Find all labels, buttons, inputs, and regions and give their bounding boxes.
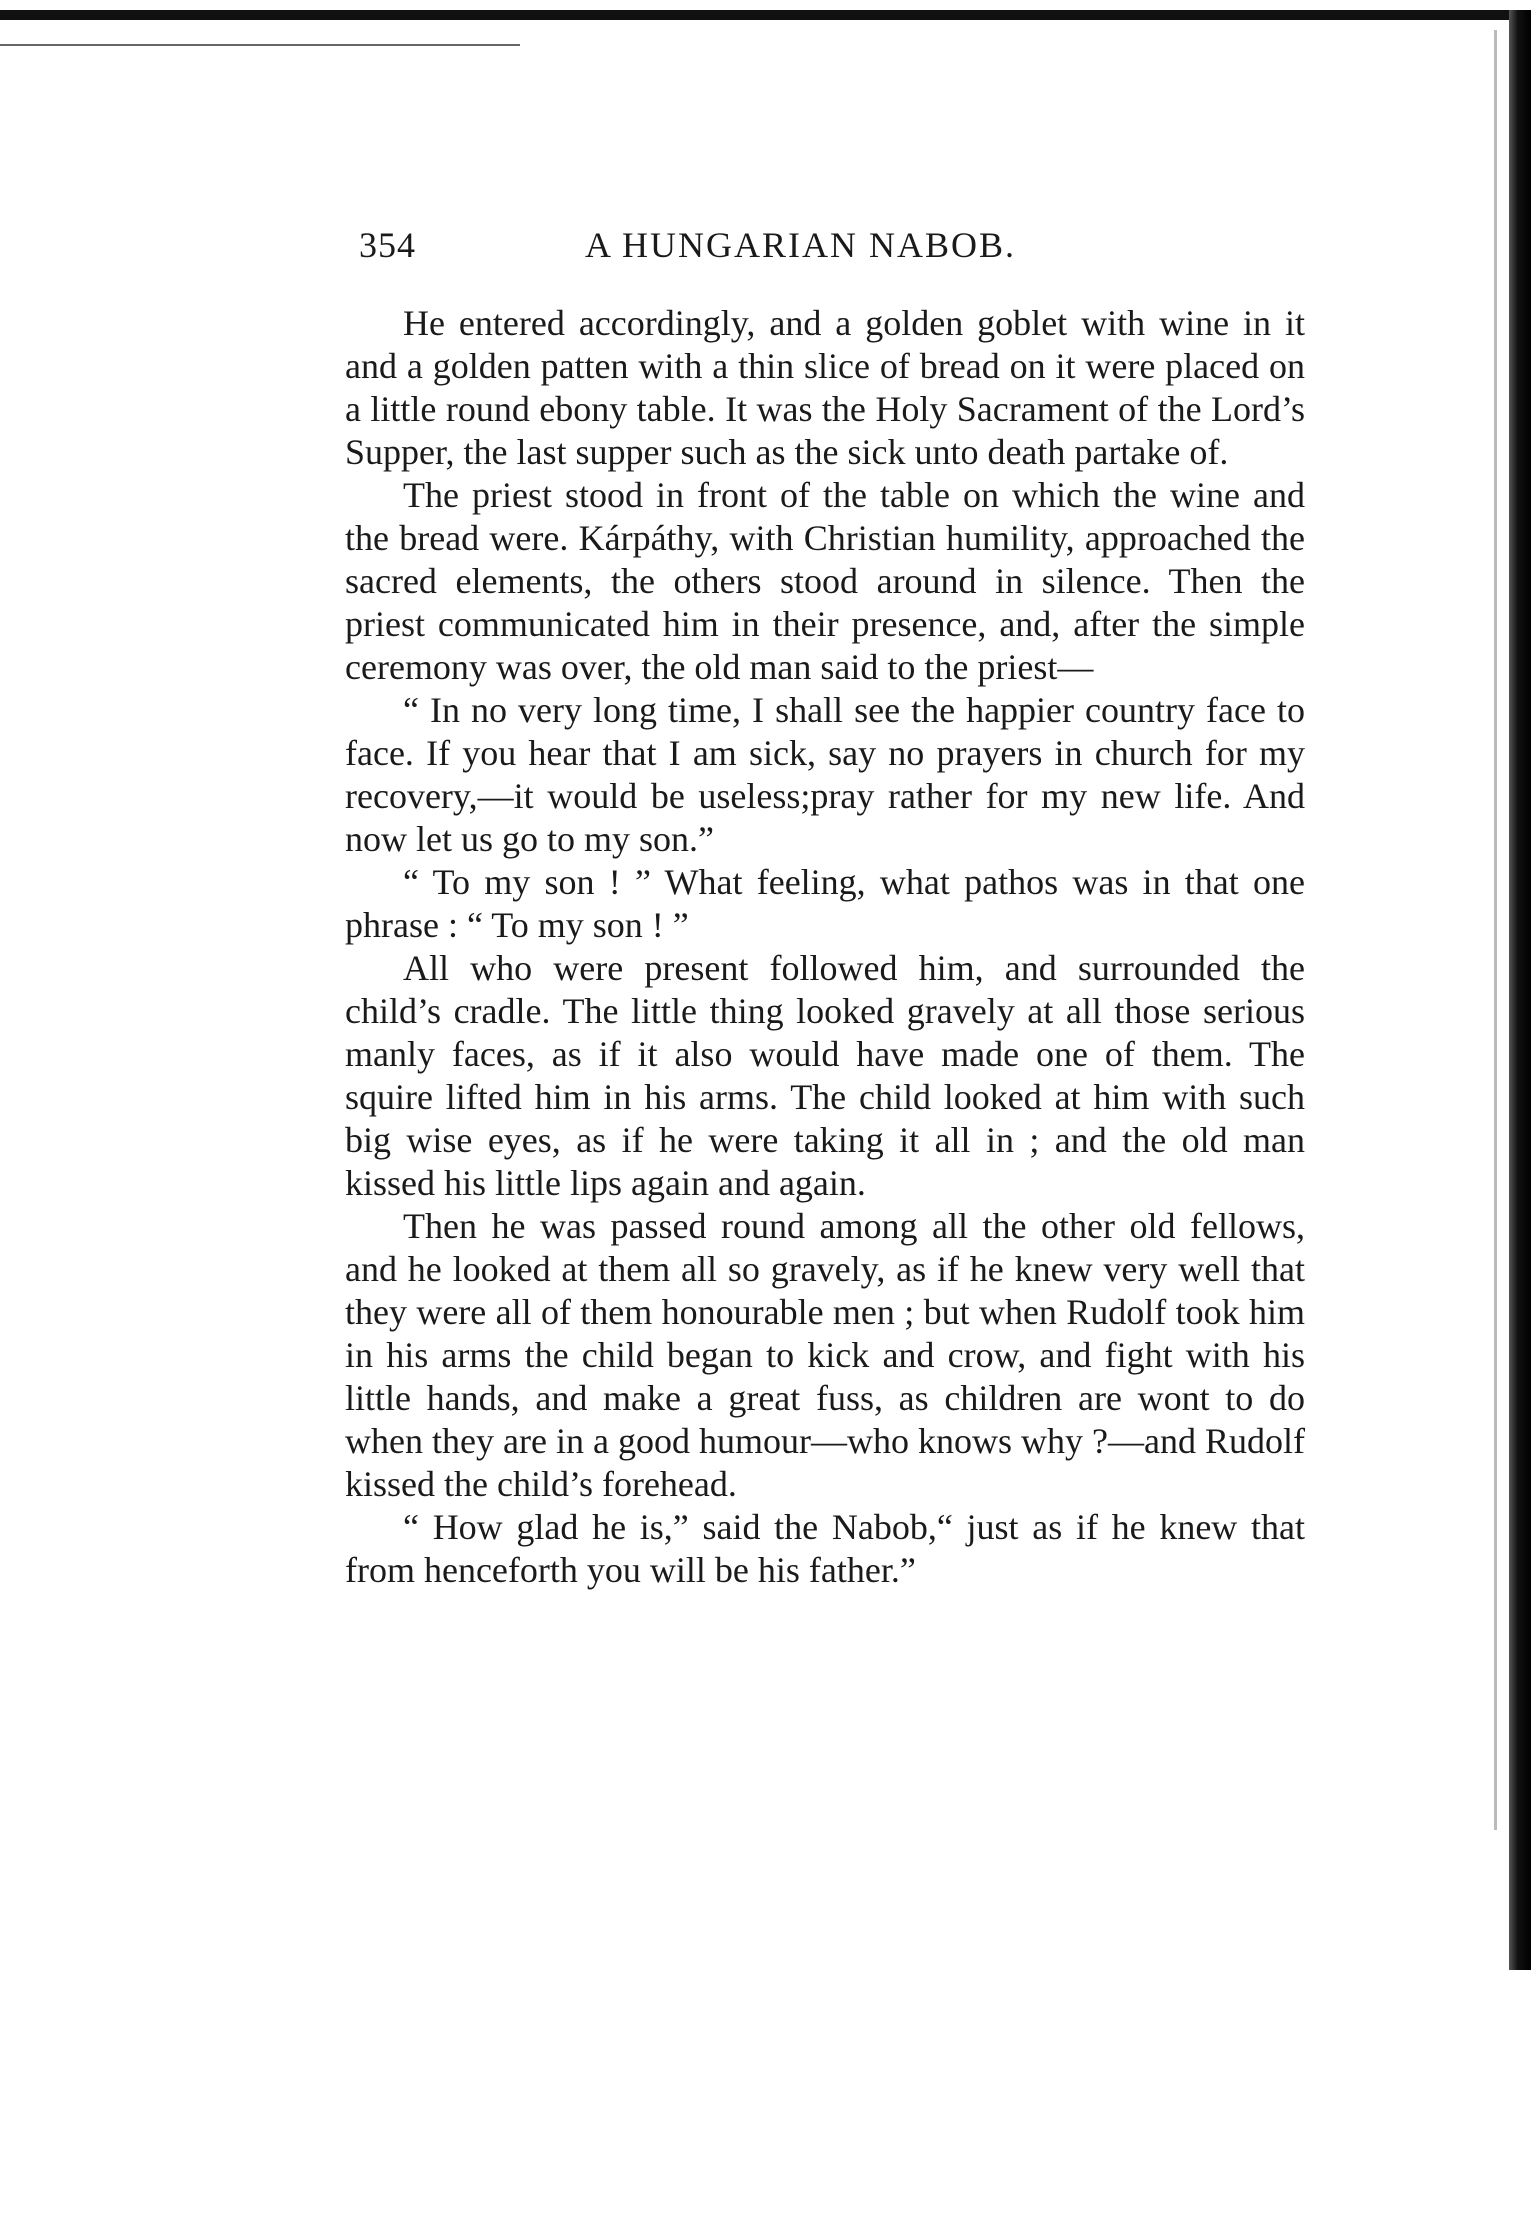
page-edge-line bbox=[1494, 30, 1497, 1830]
body-text bbox=[345, 302, 1305, 1592]
paragraph: The priest stood in front of the table on which the wine and the bread were. Kárpáthy, with Christian humility, approached the sacred elements, the others stood around in silence. Then the priest communicated him in their presence, and, after the simple ceremony was over, the old man said to the priest— bbox=[345, 475, 1305, 687]
paragraph: “ How glad he is,” said the Nabob,“ just as if he knew that from henceforth you will be his father.” bbox=[345, 1507, 1305, 1590]
paragraph: “ In no very long time, I shall see the happier country face to face. If you hear that I am sick, say no prayers in church for my recovery,—it would be useless;pray rather for my new life. And now let us go to my son.” bbox=[345, 690, 1305, 859]
paragraph: He entered accordingly, and a golden goblet with wine in it and a golden patten with a thin slice of bread on it were placed on a little round ebony table. It was the Holy Sacrament of the Lord’s Supper, the last supper such as the sick unto death partake of. bbox=[345, 303, 1305, 472]
book-page bbox=[345, 222, 1305, 1592]
page-number: 354 bbox=[359, 225, 416, 265]
running-head bbox=[345, 222, 1305, 268]
paragraph: Then he was passed round among all the other old fellows, and he looked at them all so gravely, as if he knew very well that they were all of them honourable men ; but when Rudolf took him in his arms the child began to kick and crow, and fight with his little hands, and make a great fuss, as children are wont to do when they are in a good humour—who knows why ?—and Rudolf kissed the child’s forehead. bbox=[345, 1206, 1305, 1504]
paragraph: All who were present followed him, and surrounded the child’s cradle. The little thing looked gravely at all those serious manly faces, as if it also would have made one of them. The squire lifted him in his arms. The child looked at him with such big wise eyes, as if he were taking it all in ; and the old man kissed his little lips again and again. bbox=[345, 948, 1305, 1203]
paragraph: “ To my son ! ” What feeling, what pathos was in that one phrase : “ To my son ! ” bbox=[345, 862, 1305, 945]
top-edge-rule bbox=[0, 10, 1510, 20]
page-edge-shadow bbox=[1509, 10, 1531, 1970]
running-title: A HUNGARIAN NABOB. bbox=[585, 225, 1017, 265]
top-thin-rule bbox=[0, 44, 520, 46]
